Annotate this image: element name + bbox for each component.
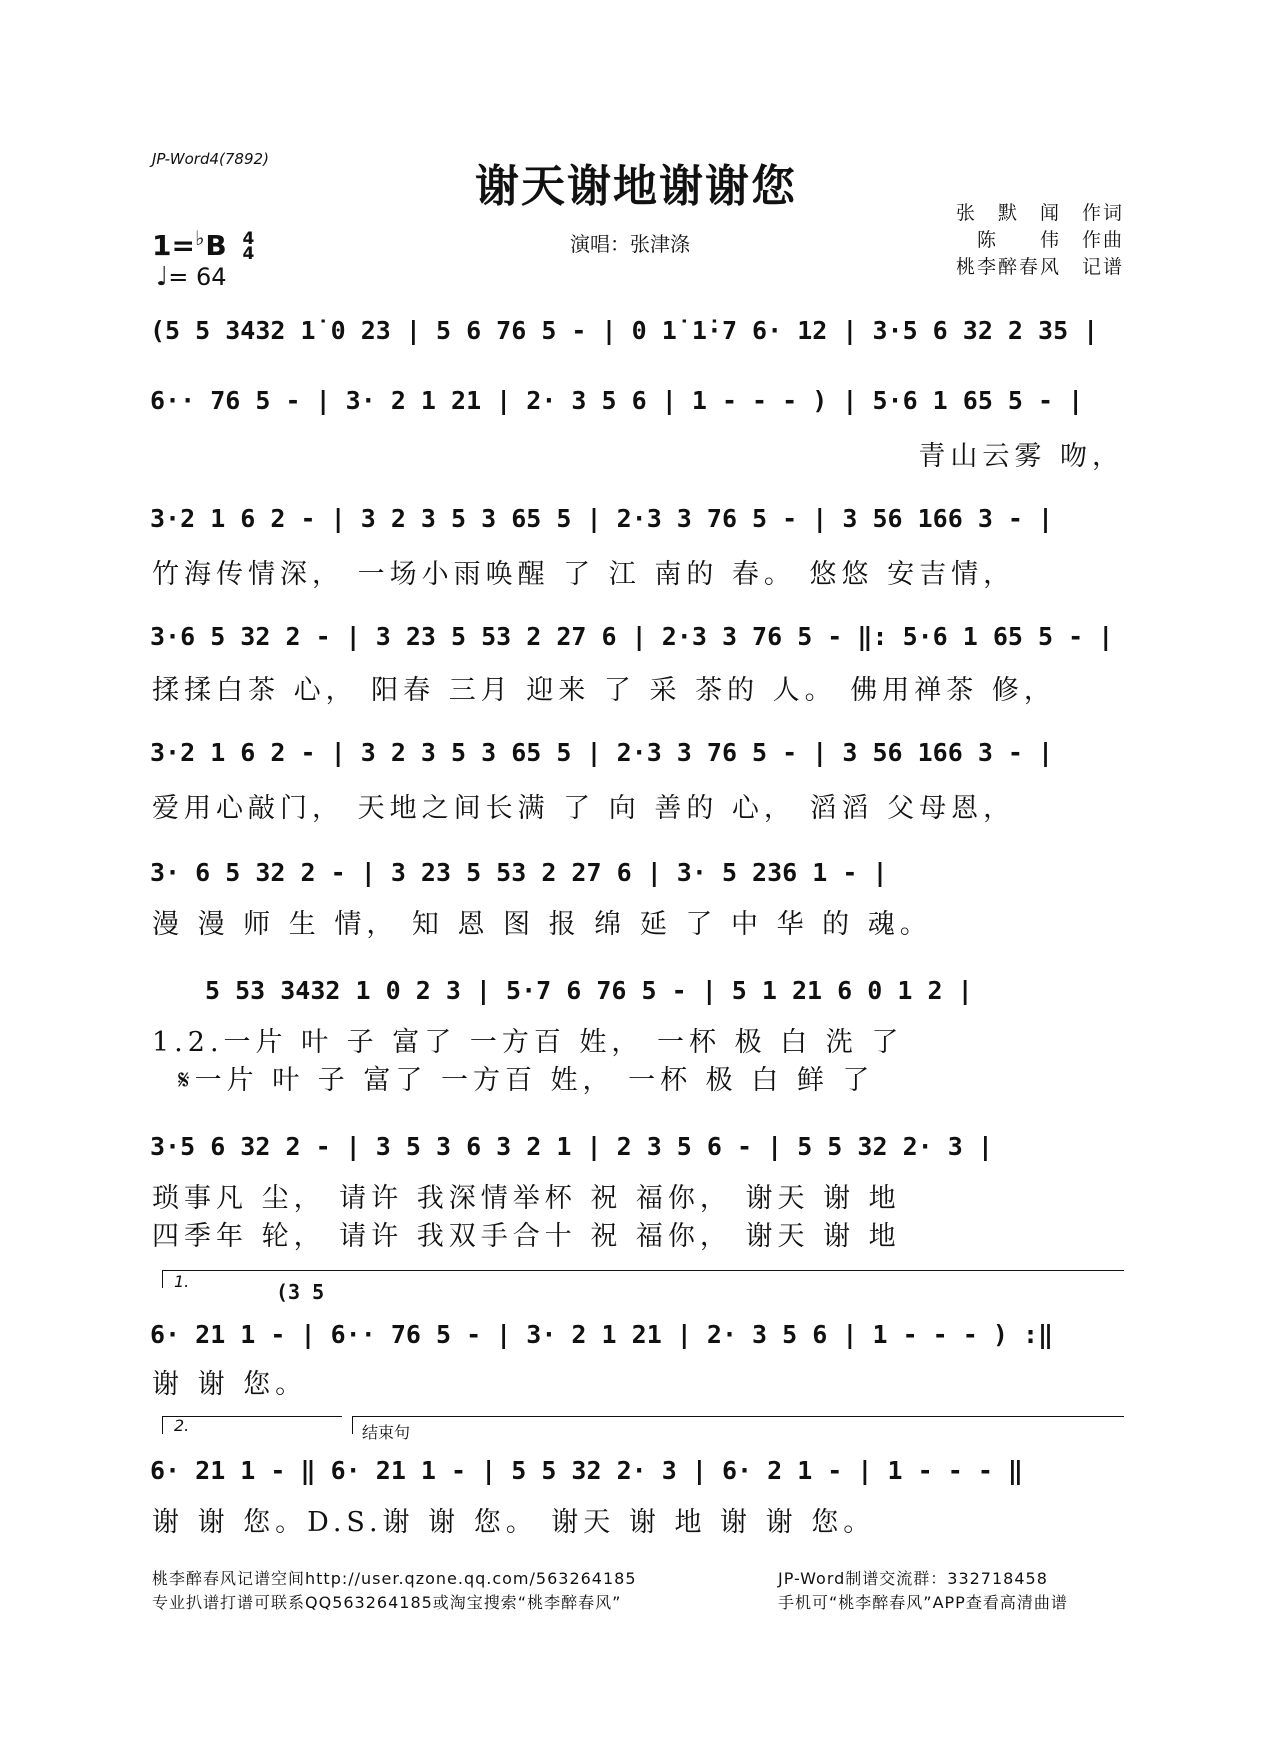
lyrics-line-5: 爱用心敲门， 天地之间长满 了 向 善的 心， 滔滔 父母恩， — [152, 793, 1016, 824]
footer-website: 桃李醉春风记谱空间http://user.qzone.qq.com/563264185 — [152, 1569, 637, 1588]
score-line-6 — [150, 858, 1126, 887]
key-signature — [152, 226, 254, 262]
first-ending-label: 1. — [174, 1272, 190, 1291]
score-line-2 — [150, 386, 1126, 415]
time-top: 4 — [242, 229, 255, 249]
notation: 5 53 3432 1 0 2 3 | 5·7 6 76 5 - | 5 1 21 6 0 1 2 | — [205, 976, 973, 1005]
footer-group: JP-Word制谱交流群：332718458 — [778, 1569, 1048, 1588]
score-line-3 — [150, 504, 1126, 533]
notation: 3·2 1 6 2 - | 3 2 3 5 3 65 5 | 2·3 3 76 5 - | 3 56 166 3 - | — [150, 504, 1054, 533]
quarter-note-icon: ♩ — [156, 262, 169, 292]
flat-sign: ♭ — [194, 226, 205, 250]
transcriber-credit: 桃李醉春风 记谱 — [955, 256, 1124, 278]
notation: 6· 21 1 - | 6·· 76 5 - | 3· 2 1 21 | 2· 3 5 6 | 1 - - - ) :‖ — [150, 1320, 1054, 1349]
lyrics-line-3: 竹海传情深， 一场小雨唤醒 了 江 南的 春。 悠悠 安吉情， — [152, 559, 1016, 590]
tempo-marking — [156, 262, 227, 292]
first-ending-bracket — [162, 1270, 1124, 1271]
first-ending-tick — [162, 1270, 163, 1288]
score-line-1 — [150, 316, 1126, 345]
time-signature — [242, 229, 255, 264]
second-ending-tick — [162, 1416, 163, 1434]
score-line-8 — [150, 1132, 1126, 1161]
notation: 6· 21 1 - ‖ 6· 21 1 - | 5 5 32 2· 3 | 6· 2 1 - | 1 - - - ‖ — [150, 1456, 1023, 1485]
second-ending-label: 2. — [174, 1416, 190, 1435]
score-line-5 — [150, 738, 1126, 767]
software-label: JP-Word4(7892) — [152, 150, 269, 168]
notation: 3· 6 5 32 2 - | 3 23 5 53 2 27 6 | 3· 5 236 1 - | — [150, 858, 888, 887]
lyrics-line-8b: 四季年 轮， 请许 我双手合十 祝 福你， 谢天 谢 地 — [152, 1221, 901, 1252]
lyricist-credit: 张 默 闻 作词 — [955, 202, 1124, 224]
key-note: B — [205, 229, 227, 262]
lyrics-line-7a: 1.2.一片 叶 子 富了 一方百 姓， 一杯 极 白 洗 了 — [152, 1027, 904, 1058]
coda-bracket — [352, 1416, 1124, 1417]
lyrics-line-2: 青山云雾 吻， — [918, 441, 1124, 472]
score-line-4 — [150, 622, 1126, 651]
coda-label: 结束句 — [362, 1425, 411, 1442]
lyrics-line-8a: 琐事凡 尘， 请许 我深情举杯 祝 福你， 谢天 谢 地 — [152, 1183, 901, 1214]
lyrics-line-7b: 𝄋一片 叶 子 富了 一方百 姓， 一杯 极 白 鲜 了 — [178, 1065, 875, 1096]
score-line-9 — [150, 1320, 1126, 1349]
singer-credit: 演唱：张津涤 — [570, 232, 690, 256]
notation: 3·2 1 6 2 - | 3 2 3 5 3 65 5 | 2·3 3 76 5 - | 3 56 166 3 - | — [150, 738, 1054, 767]
lyrics-line-4: 揉揉白茶 心， 阳春 三月 迎来 了 采 茶的 人。 佛用禅茶 修， — [152, 675, 1056, 706]
notation: 3·6 5 32 2 - | 3 23 5 53 2 27 6 | 2·3 3 76 5 - ‖: 5·6 1 65 5 - | — [150, 622, 1114, 651]
tempo-value: = 64 — [168, 263, 227, 291]
composer-credit: 陈 伟 作曲 — [976, 229, 1124, 251]
lyrics-line-6: 漫 漫 师 生 情， 知 恩 图 报 绵 延 了 中 华 的 魂。 — [152, 909, 932, 940]
notation: 3·5 6 32 2 - | 3 5 3 6 3 2 1 | 2 3 5 6 - | 5 5 32 2· 3 | — [150, 1132, 993, 1161]
song-title: 谢天谢地谢谢您 — [475, 161, 797, 212]
credits — [956, 200, 1124, 281]
coda-tick — [352, 1416, 353, 1434]
footer-contact: 专业扒谱打谱可联系QQ563264185或淘宝搜索“桃李醉春风” — [152, 1593, 622, 1612]
footer-app: 手机可“桃李醉春风”APP查看高清曲谱 — [778, 1593, 1068, 1612]
pickup-notes: (3 5 — [276, 1280, 325, 1304]
score-line-7 — [205, 976, 1126, 1005]
score-line-10 — [150, 1456, 1126, 1485]
lyrics-line-10: 谢 谢 您。D.S.谢 谢 您。 谢天 谢 地 谢 谢 您。 — [152, 1507, 876, 1538]
lyrics-line-9: 谢 谢 您。 — [152, 1369, 308, 1400]
time-bottom: 4 — [242, 244, 255, 264]
key-prefix: 1= — [152, 229, 195, 262]
notation: 6·· 76 5 - | 3· 2 1 21 | 2· 3 5 6 | 1 - - - ) | 5·6 1 65 5 - | — [150, 386, 1084, 415]
notation: (5 5 3432 1̇ 0 23 | 5 6 76 5 - | 0 1̇ 1̇·7 6· 12 | 3·5 6 32 2 35 | — [150, 316, 1099, 345]
